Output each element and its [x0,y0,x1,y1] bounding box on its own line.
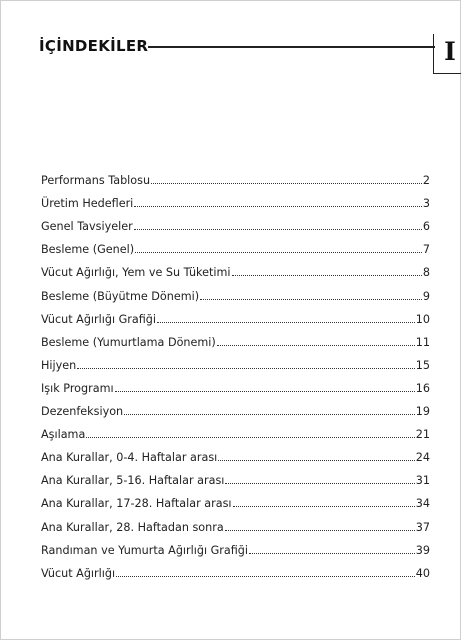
page-title: İÇİNDEKİLER [39,37,149,55]
toc-entry-label: Ana Kurallar, 0-4. Haftalar arası [41,451,218,465]
toc-entry-label: Hijyen [41,358,77,372]
toc-entry-page-number: 34 [415,497,430,511]
toc-entry-page-number: 15 [415,358,430,372]
toc-dot-leader [116,575,415,577]
toc-dot-leader [157,321,415,323]
toc-entry-label: Besleme (Büyütme Dönemi) [41,289,200,303]
toc-entry-page-number: 8 [422,266,430,280]
toc-dot-leader [233,505,415,507]
toc-entry[interactable] [41,303,430,326]
toc-entry[interactable] [41,164,430,187]
toc-entry-label: Randıman ve Yumurta Ağırlığı Grafiği [41,543,248,557]
toc-entry-page-number: 37 [415,520,430,534]
toc-dot-leader [151,182,422,184]
toc-entry-label: Dezenfeksiyon [41,405,124,419]
toc-entry-label: Besleme (Yumurtlama Dönemi) [41,335,216,349]
toc-entry[interactable] [41,487,430,510]
toc-entry[interactable] [41,441,430,464]
toc-entry-page-number: 16 [415,381,430,395]
toc-entry[interactable] [41,464,430,487]
toc-entry-page-number: 2 [422,174,430,188]
toc-entry-label: Genel Tavsiyeler [41,220,133,234]
toc-dot-leader [115,390,415,392]
toc-entry-page-number: 21 [415,428,430,442]
section-marker [433,34,461,74]
toc-entry[interactable] [41,349,430,372]
section-number: I [444,37,456,66]
title-rule [148,46,435,48]
toc-entry[interactable] [41,372,430,395]
toc-dot-leader [225,482,414,484]
toc-entry-label: Ana Kurallar, 28. Haftadan sonra [41,520,224,534]
toc-entry-page-number: 39 [415,543,430,557]
toc-dot-leader [200,298,422,300]
toc-entry[interactable] [41,256,430,279]
toc-entry-page-number: 9 [422,289,430,303]
toc-dot-leader [249,552,415,554]
toc-entry[interactable] [41,210,430,233]
toc-entry-page-number: 31 [415,474,430,488]
toc-entry-page-number: 40 [415,566,430,580]
toc-entry-page-number: 10 [415,312,430,326]
title-row [39,34,456,74]
toc-entry-label: Aşılama [41,428,86,442]
toc-entry[interactable] [41,233,430,256]
toc-entry[interactable] [41,279,430,302]
toc-entry[interactable] [41,418,430,441]
toc-entry-page-number: 7 [422,243,430,257]
toc-entry[interactable] [41,395,430,418]
toc-entry-label: Üretim Hedefleri [41,197,134,211]
toc-entry-label: Ana Kurallar, 5-16. Haftalar arası [41,474,225,488]
toc-entry-page-number: 19 [415,405,430,419]
toc-entry-page-number: 3 [422,197,430,211]
toc-entry-label: Işık Programı [41,381,114,395]
toc-entry-label: Vücut Ağırlığı Grafiği [41,312,156,326]
toc-dot-leader [134,205,422,207]
toc-entry-page-number: 24 [415,451,430,465]
toc-dot-leader [225,529,415,531]
toc-entry[interactable] [41,187,430,210]
toc-entry[interactable] [41,510,430,533]
toc-dot-leader [232,274,422,276]
toc-entry-label: Performans Tablosu [41,174,151,188]
toc-dot-leader [135,251,422,253]
toc-dot-leader [77,367,415,369]
toc-dot-leader [218,459,414,461]
toc-entry[interactable] [41,557,430,580]
toc-dot-leader [124,413,415,415]
toc-entry[interactable] [41,326,430,349]
toc-entry[interactable] [41,534,430,557]
toc-entry-label: Ana Kurallar, 17-28. Haftalar arası [41,497,232,511]
toc-entry-page-number: 6 [422,220,430,234]
table-of-contents [41,164,430,580]
toc-entry-page-number: 11 [415,335,430,349]
toc-dot-leader [217,344,415,346]
toc-dot-leader [134,228,422,230]
toc-dot-leader [86,436,414,438]
toc-entry-label: Besleme (Genel) [41,243,135,257]
toc-entry-label: Vücut Ağırlığı, Yem ve Su Tüketimi [41,266,231,280]
toc-entry-label: Vücut Ağırlığı [41,566,116,580]
